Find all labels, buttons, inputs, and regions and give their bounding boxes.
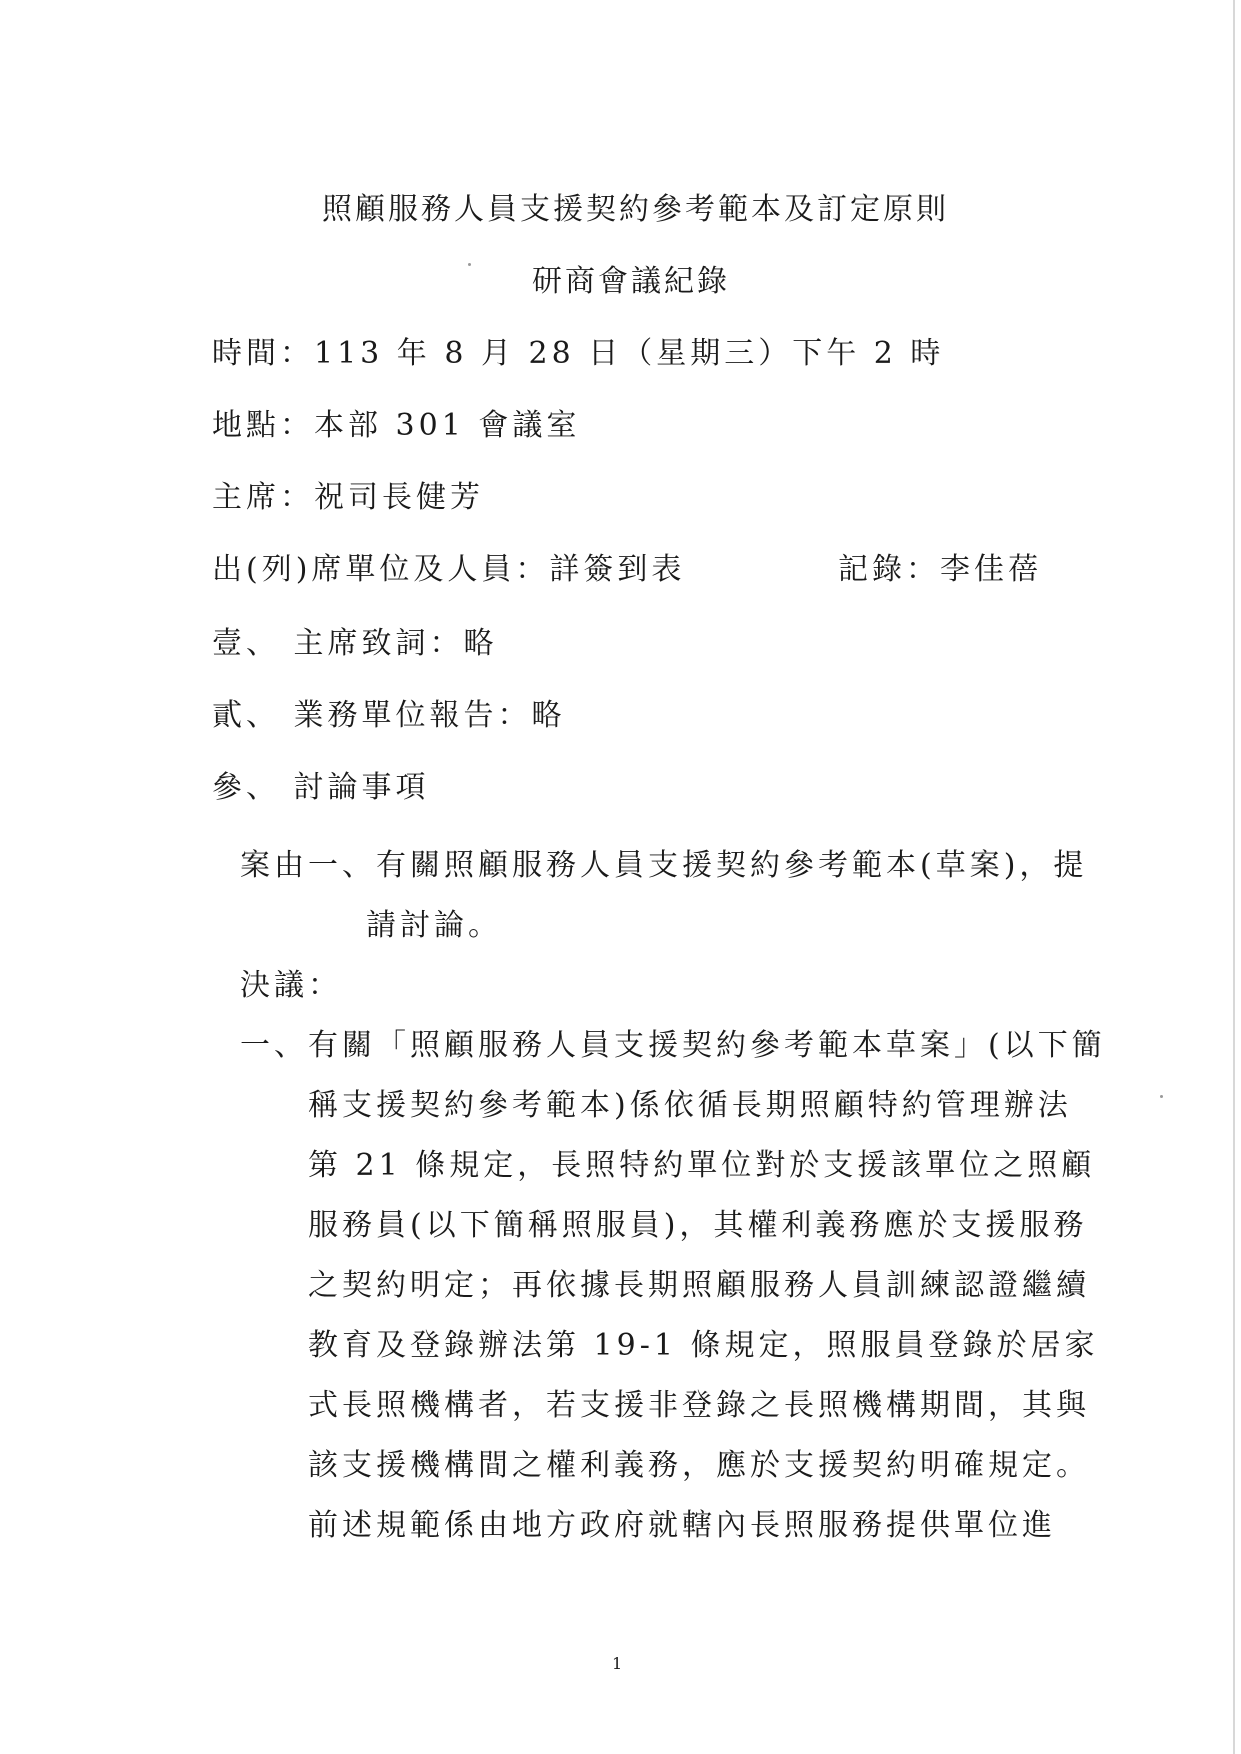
resolution-item-line: 服務員(以下簡稱照服員)，其權利義務應於支援服務	[308, 1208, 1088, 1243]
page-number: 1	[612, 1654, 623, 1673]
resolution-item-line: 式長照機構者，若支援非登錄之長照機構期間，其與	[308, 1388, 1090, 1423]
document-title: 照顧服務人員支援契約參考範本及訂定原則	[322, 192, 949, 227]
resolution-item-line: 教育及登錄辦法第 19-1 條規定，照服員登錄於居家	[308, 1328, 1099, 1363]
scan-speck	[1160, 1095, 1163, 1098]
section-discussion: 參、 討論事項	[212, 770, 430, 805]
meeting-place: 地點：本部 301 會議室	[212, 408, 581, 443]
resolution-item-line: 稱支援契約參考範本)係依循長期照顧特約管理辦法	[308, 1088, 1072, 1123]
case-one-line1: 案由一、有關照顧服務人員支援契約參考範本(草案)，提	[240, 848, 1088, 883]
resolution-item-line: 該支援機構間之權利義務，應於支援契約明確規定。	[308, 1448, 1090, 1483]
resolution-item-line: 有關「照顧服務人員支援契約參考範本草案」(以下簡	[308, 1028, 1106, 1063]
case-one-line2: 請討論。	[366, 908, 502, 943]
meeting-chair: 主席：祝司長健芳	[212, 480, 484, 515]
meeting-attendees: 出(列)席單位及人員：詳簽到表	[212, 552, 686, 587]
section-business-report: 貳、 業務單位報告：略	[212, 698, 566, 733]
section-opening-remarks: 壹、 主席致詞：略	[212, 626, 498, 661]
resolution-item-line: 第 21 條規定，長照特約單位對於支援該單位之照顧	[308, 1148, 1096, 1183]
meeting-recorder: 記錄：李佳蓓	[838, 552, 1042, 587]
scan-edge-shadow	[1233, 0, 1235, 1754]
resolution-item-line: 之契約明定；再依據長期照顧服務人員訓練認證繼續	[308, 1268, 1090, 1303]
scan-speck	[468, 263, 471, 266]
resolution-label: 決議：	[240, 968, 342, 1003]
document-subtitle: 研商會議紀錄	[532, 264, 730, 299]
resolution-item-line: 前述規範係由地方政府就轄內長照服務提供單位進	[308, 1508, 1056, 1543]
meeting-time: 時間：113 年 8 月 28 日（星期三）下午 2 時	[212, 336, 945, 371]
resolution-item-marker: 一、	[240, 1028, 308, 1063]
